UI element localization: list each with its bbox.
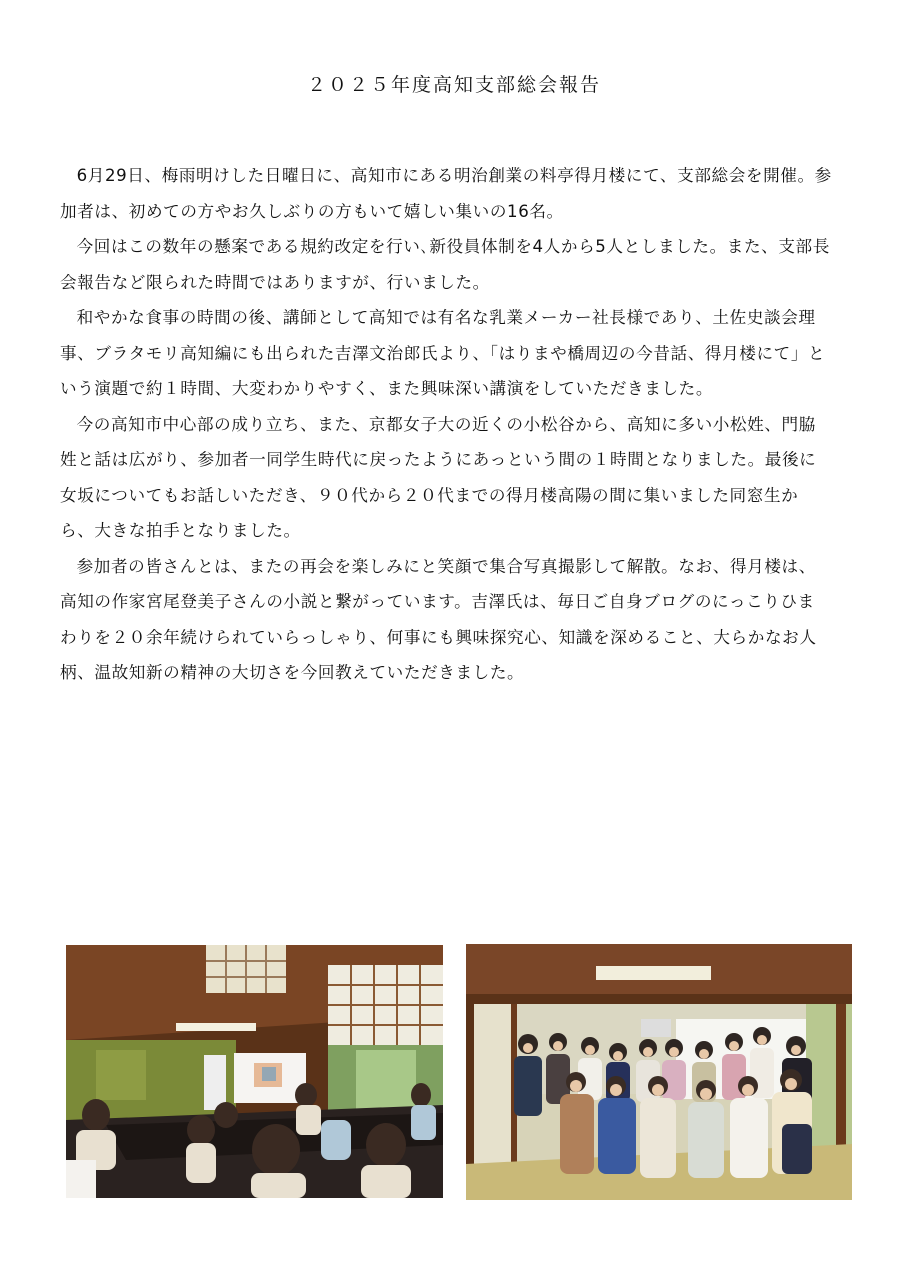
paragraph-4: 今の高知市中心部の成り立ち、また、京都女子大の近くの小松谷から、高知に多い小松姓、門脇姓と話は広がり、参加者一同学生時代に戻ったようにあっという間の１時間となりました。最後に女坂についてもお話しいただき、９０代から２０代までの得月楼高陽の間に集いました同窓生から、大きな拍手となりました。 (60, 414, 817, 540)
group-photo (466, 944, 852, 1200)
paragraph-5: 参加者の皆さんとは、またの再会を楽しみにと笑顔で集合写真撮影して解散。なお、得月楼は、高知の作家宮尾登美子さんの小説と繋がっています。吉澤氏は、毎日ご自身ブログのにっこりひまわりを２０余年続けられていらっしゃり、何事にも興味探究心、知識を深めること、大らかなお人柄、温故知新の精神の大切さを今回教えていただきました。 (60, 556, 817, 682)
paragraph-1: 6月29日、梅雨明けした日曜日に、高知市にある明治創業の料亭得月楼にて、支部総会を開催。参加者は、初めての方やお久しぶりの方もいて嬉しい集いの16名。 (60, 166, 832, 221)
page-title: ２０２５年度高知支部総会報告 (306, 74, 601, 96)
meeting-photo (66, 945, 443, 1198)
report-body (60, 158, 832, 691)
paragraph-3: 和やかな食事の時間の後、講師として高知では有名な乳業メーカー社長様であり、土佐史談会理事、ブラタモリ高知編にも出られた吉澤文治郎氏より、「はりまや橋周辺の今昔話、得月楼にて」という演題で約１時間、大変わかりやすく、また興味深い講演をしていただきました。 (60, 308, 826, 398)
paragraph-2: 今回はこの数年の懸案である規約改定を行い､新役員体制を4人から5人としました。また、支部長会報告など限られた時間ではありますが、行いました。 (60, 237, 830, 292)
